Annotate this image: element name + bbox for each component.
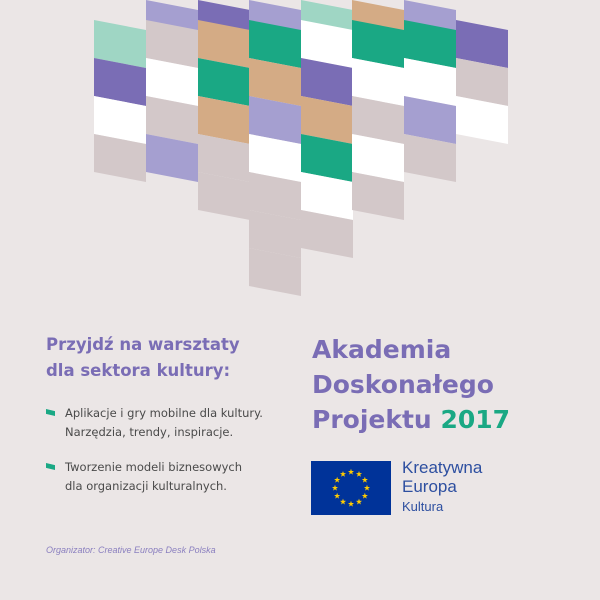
bullet-marker-icon (46, 409, 55, 416)
logo-line-2: Europa (402, 477, 457, 496)
logo-line-3: Kultura (402, 499, 444, 514)
organizer-credit: Organizator: Creative Europe Desk Polska (46, 545, 216, 555)
title-line-2: Doskonałego (312, 370, 494, 399)
star-icon (362, 477, 368, 483)
event-title (312, 332, 510, 437)
title-line-3 (312, 402, 510, 437)
bullet-2-line-1: Tworzenie modeli biznesowych (65, 460, 243, 474)
bullet-2-line-2: dla organizacji kulturalnych. (65, 479, 227, 493)
star-icon (348, 501, 354, 507)
logo-line-1: Kreatywna (402, 458, 483, 477)
star-icon (356, 499, 362, 505)
star-icon (356, 471, 362, 477)
star-icon (340, 471, 346, 477)
star-icon (334, 493, 340, 499)
eu-flag-icon (311, 461, 391, 515)
bullet-item-1 (46, 404, 263, 442)
bullet-1-line-2: Narzędzia, trendy, inspiracje. (65, 425, 234, 439)
invite-line-2: dla sektora kultury: (46, 361, 231, 380)
bullet-1-line-1: Aplikacje i gry mobilne dla kultury. (65, 406, 263, 420)
invite-heading (46, 332, 240, 384)
creative-europe-logo (402, 458, 482, 516)
star-icon (334, 477, 340, 483)
star-icon (362, 493, 368, 499)
title-word-projektu: Projektu (312, 405, 432, 434)
star-icon (348, 469, 354, 475)
bullet-item-2 (46, 458, 242, 496)
bullet-marker-icon (46, 463, 55, 470)
title-line-1: Akademia (312, 335, 452, 364)
star-icon (340, 499, 346, 505)
star-icon (332, 485, 338, 491)
title-year: 2017 (440, 405, 511, 434)
invite-line-1: Przyjdź na warsztaty (46, 335, 240, 354)
star-icon (364, 485, 370, 491)
